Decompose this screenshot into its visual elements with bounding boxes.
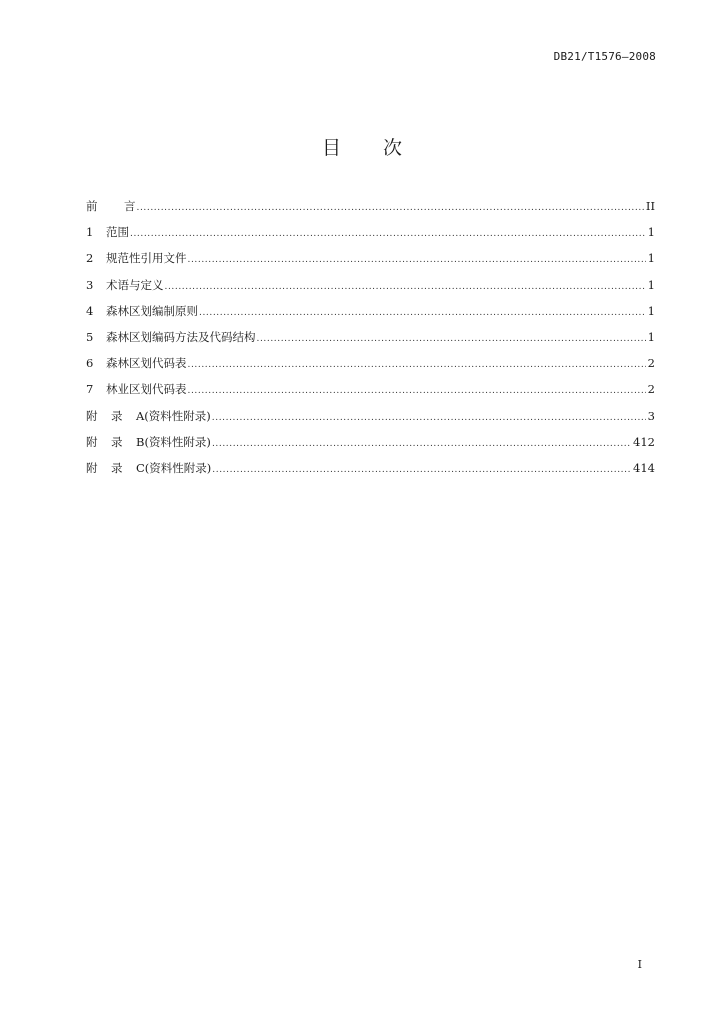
toc-entry-section-7[interactable] xyxy=(86,381,655,407)
toc-entry-label: 4 森林区划编制原则 xyxy=(86,303,198,318)
toc-entry-label: 3 术语与定义 xyxy=(86,277,164,292)
toc-page-number: 3 xyxy=(647,408,655,423)
toc-page-number: 1 xyxy=(647,329,655,344)
toc-page-number: 412 xyxy=(633,434,655,449)
toc-page-number: 1 xyxy=(647,225,655,240)
toc-entry-appendix-c[interactable] xyxy=(86,460,655,486)
toc-entry-label: 1 范围 xyxy=(86,225,129,240)
toc-leader-dots xyxy=(257,334,646,344)
toc-entry-label: 2 规范性引用文件 xyxy=(86,251,187,266)
toc-leader-dots xyxy=(212,465,631,475)
toc-entry-appendix-a[interactable] xyxy=(86,408,655,434)
toc-page-number: 2 xyxy=(647,382,655,397)
toc-leader-dots xyxy=(188,255,646,265)
toc-entry-label: 5 森林区划编码方法及代码结构 xyxy=(86,329,256,344)
toc-page-number: 2 xyxy=(647,356,655,371)
toc-leader-dots xyxy=(165,282,646,292)
toc-page-number: 1 xyxy=(647,251,655,266)
toc-leader-dots xyxy=(188,386,646,396)
toc-entry-appendix-b[interactable] xyxy=(86,434,655,460)
toc-page-number: 414 xyxy=(633,460,655,475)
toc-entry-label: 附 录 B(资料性附录) xyxy=(86,434,211,449)
toc-page-number: 1 xyxy=(647,303,655,318)
toc-leader-dots xyxy=(199,308,646,318)
toc-entry-label: 前 言 xyxy=(86,199,136,213)
toc-entry-section-1[interactable] xyxy=(86,224,655,250)
toc-entry-label: 7 林业区划代码表 xyxy=(86,382,187,397)
toc-entry-section-3[interactable] xyxy=(86,277,655,303)
toc-leader-dots xyxy=(212,439,631,449)
toc-page-number: 1 xyxy=(647,277,655,292)
toc-entry-label: 附 录 A(资料性附录) xyxy=(86,408,211,423)
toc-page-number: II xyxy=(645,199,655,213)
page-number: I xyxy=(637,958,642,971)
toc-entry-label: 附 录 C(资料性附录) xyxy=(86,460,212,475)
toc-entry-section-6[interactable] xyxy=(86,355,655,381)
toc-entry-section-5[interactable] xyxy=(86,329,655,355)
toc-leader-dots xyxy=(130,229,646,239)
table-of-contents xyxy=(86,198,655,486)
page-title-char-1: 目 xyxy=(321,137,341,159)
page-title xyxy=(0,133,724,160)
toc-entry-label: 6 森林区划代码表 xyxy=(86,356,187,371)
toc-entry-section-4[interactable] xyxy=(86,303,655,329)
toc-entry-section-2[interactable] xyxy=(86,250,655,276)
toc-leader-dots xyxy=(188,360,646,370)
standard-code: DB21/T1576—2008 xyxy=(553,50,656,63)
toc-entry-preface[interactable] xyxy=(86,198,655,224)
toc-leader-dots xyxy=(137,203,644,213)
page-title-char-2: 次 xyxy=(383,137,403,159)
toc-leader-dots xyxy=(212,413,646,423)
